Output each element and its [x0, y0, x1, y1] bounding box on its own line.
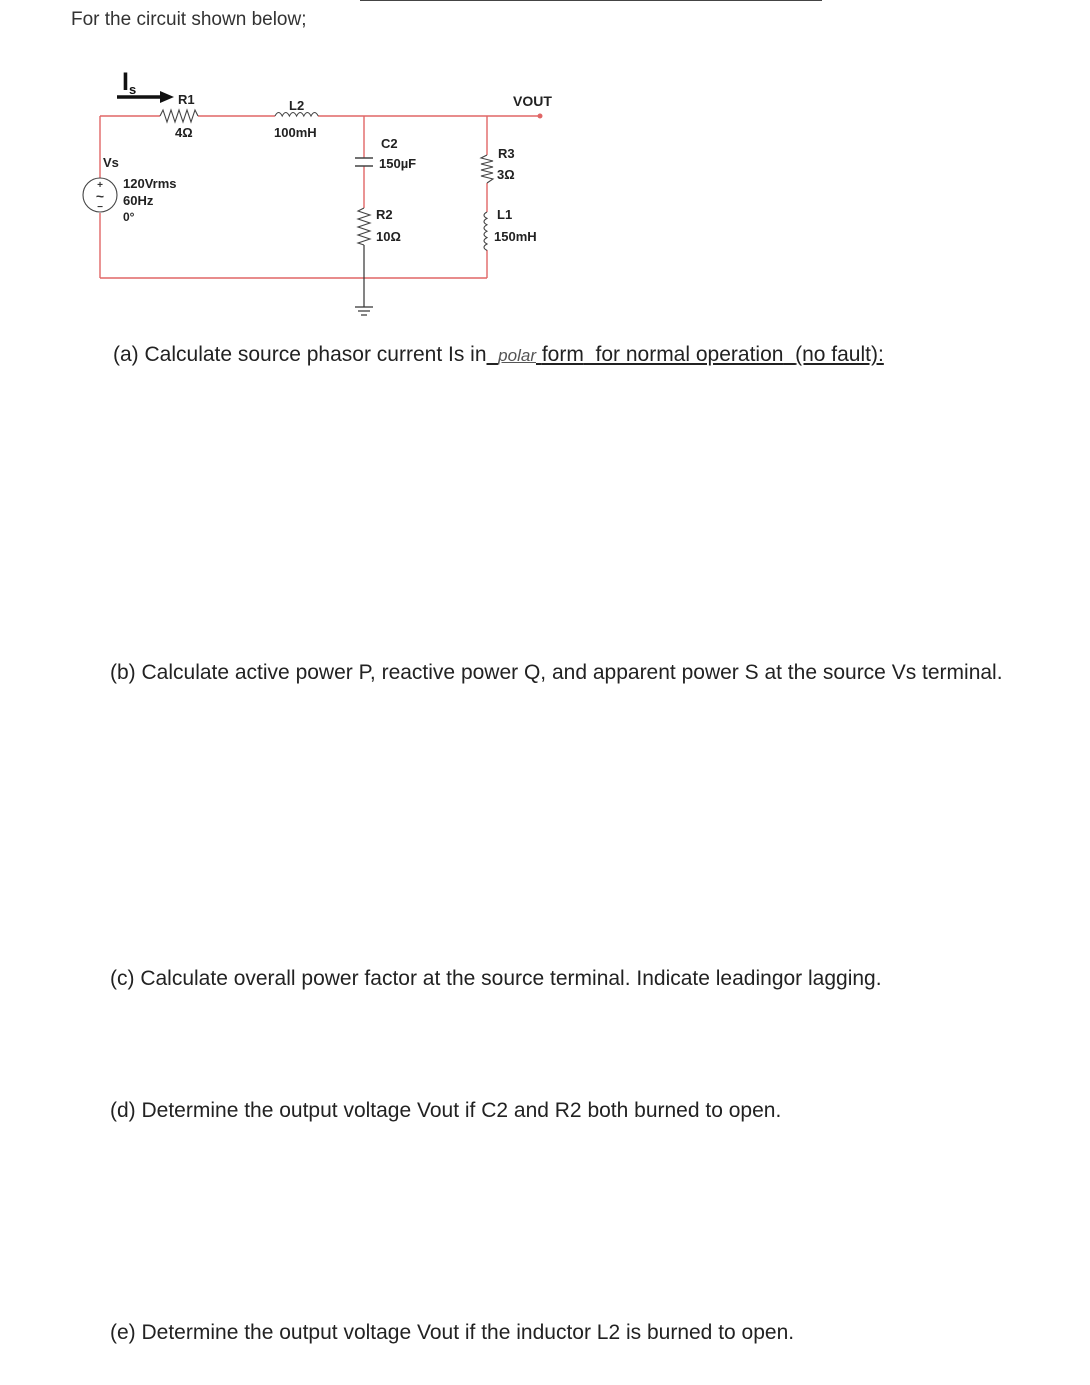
- source-voltage: 120Vrms: [123, 176, 177, 191]
- r1-name: R1: [178, 92, 195, 107]
- current-label: Is: [122, 68, 137, 97]
- l1-inductor-symbol: [484, 212, 487, 250]
- question-a-form: form: [541, 343, 584, 366]
- question-a-normal-operation: for normal operation: [595, 343, 784, 366]
- r2-resistor-symbol: [358, 208, 370, 245]
- l2-inductor-symbol: [275, 113, 318, 117]
- r1-value: 4Ω: [175, 125, 193, 140]
- question-d: (d) Determine the output voltage Vout if C2 and R2 both burned to open.: [110, 1099, 782, 1122]
- question-a-blank: [487, 343, 499, 367]
- question-c: (c) Calculate overall power factor at the source terminal. Indicate leadingor lagging.: [110, 967, 882, 990]
- l2-name: L2: [289, 98, 305, 113]
- vout-label: VOUT: [513, 93, 552, 109]
- l2-value: 100mH: [274, 125, 317, 140]
- r3-name: R3: [498, 146, 515, 161]
- circuit-wires: [100, 116, 540, 278]
- question-a-polar: polar: [498, 346, 536, 365]
- r3-value: 3Ω: [497, 167, 515, 182]
- question-e: (e) Determine the output voltage Vout if the inductor L2 is burned to open.: [110, 1321, 795, 1344]
- source-phase: 0°: [123, 210, 135, 224]
- r3-resistor-symbol: [481, 155, 493, 183]
- r2-name: R2: [376, 207, 393, 222]
- source-name: Vs: [103, 155, 119, 170]
- r1-resistor-symbol: [160, 110, 198, 122]
- question-a-no-fault: (no fault):: [795, 343, 884, 366]
- intro-text: For the circuit shown below;: [71, 9, 307, 30]
- c2-value: 150µF: [379, 156, 417, 171]
- source-plus-sign: +: [97, 180, 103, 191]
- source-minus-sign: −: [97, 202, 103, 213]
- l1-name: L1: [497, 207, 513, 222]
- vout-node-dot: [538, 114, 543, 119]
- question-b: (b) Calculate active power P, reactive power Q, and apparent power S at the source Vs terminal.: [110, 661, 1003, 684]
- circuit-diagram: [0, 0, 600, 330]
- question-a: [113, 343, 884, 367]
- source-ac-symbol: ~: [95, 188, 105, 204]
- c2-name: C2: [381, 136, 398, 151]
- l1-value: 150mH: [494, 229, 537, 244]
- c2-capacitor-symbol: [355, 158, 373, 166]
- r2-value: 10Ω: [376, 229, 401, 244]
- current-arrow-head: [160, 91, 174, 103]
- question-a-prefix: (a) Calculate source phasor current Is in: [113, 343, 487, 366]
- source-frequency: 60Hz: [123, 193, 154, 208]
